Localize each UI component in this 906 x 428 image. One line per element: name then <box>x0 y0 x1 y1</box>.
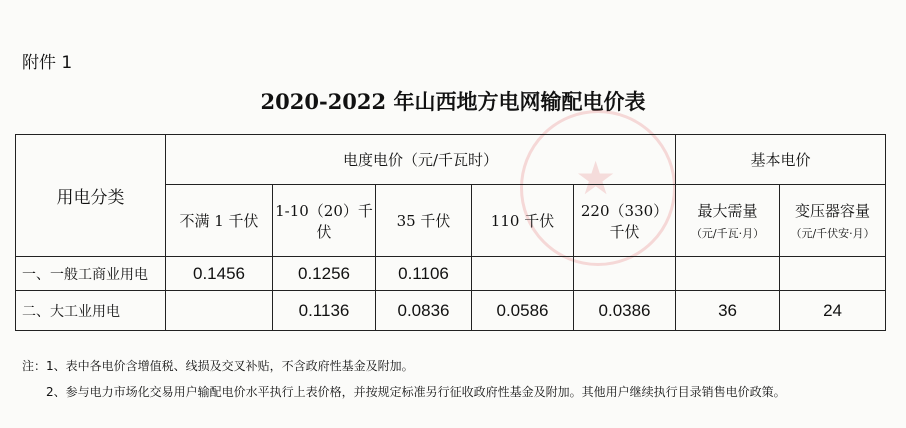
header-basic-price: 基本电价 <box>676 135 886 185</box>
header-category: 用电分类 <box>16 135 166 257</box>
header-label: 变压器容量 <box>795 202 871 220</box>
row-category: 二、大工业用电 <box>16 291 166 331</box>
header-voltage: 35 千伏 <box>376 185 472 257</box>
table-cell <box>676 257 780 291</box>
table-cell <box>472 257 574 291</box>
table-cell <box>780 257 886 291</box>
header-voltage: 110 千伏 <box>472 185 574 257</box>
header-energy-price: 电度电价（元/千瓦时） <box>166 135 676 185</box>
header-voltage: 不满 1 千伏 <box>166 185 273 257</box>
note-1: 注：1、表中各电价含增值税、线损及交叉补贴，不含政府性基金及附加。 <box>22 359 414 373</box>
header-unit: （元/千伏安·月） <box>790 227 875 240</box>
table-cell: 0.1256 <box>273 257 376 291</box>
table-cell: 0.0586 <box>472 291 574 331</box>
table-cell: 0.1136 <box>273 291 376 331</box>
header-transformer-capacity <box>780 185 886 257</box>
header-voltage: 220（330）千伏 <box>574 185 676 257</box>
header-voltage: 1-10（20）千伏 <box>273 185 376 257</box>
table-cell: 24 <box>780 291 886 331</box>
page-title: 2020-2022 年山西地方电网输配电价表 <box>260 89 646 114</box>
table-cell: 0.1456 <box>166 257 273 291</box>
table-cell: 0.0836 <box>376 291 472 331</box>
header-max-demand <box>676 185 780 257</box>
table-cell: 36 <box>676 291 780 331</box>
header-label: 最大需量 <box>697 202 758 220</box>
seal-star-icon: ★ <box>575 151 617 205</box>
note-2: 2、参与电力市场化交易用户输配电价水平执行上表价格，并按规定标准另行征收政府性基金及附加。其他用户继续执行目录销售电价政策。 <box>46 385 786 399</box>
table-cell <box>574 257 676 291</box>
table-cell <box>166 291 273 331</box>
tariff-table <box>15 134 886 331</box>
attachment-label: 附件 1 <box>22 53 73 73</box>
table-cell: 0.0386 <box>574 291 676 331</box>
row-category: 一、一般工商业用电 <box>16 257 166 291</box>
table-cell: 0.1106 <box>376 257 472 291</box>
header-unit: （元/千瓦·月） <box>690 227 765 240</box>
